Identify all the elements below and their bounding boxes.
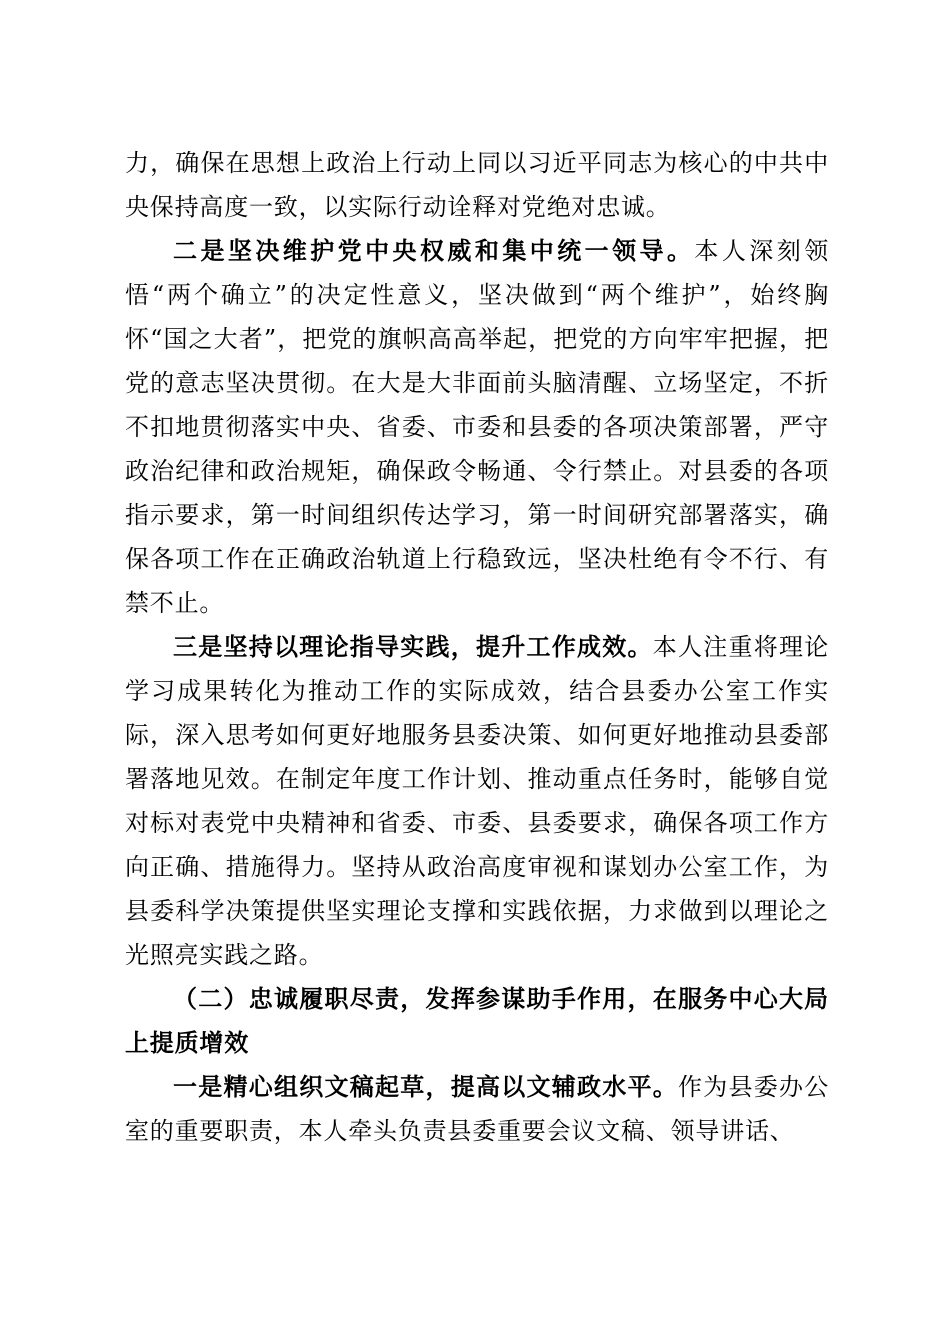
continuation-paragraph [125, 141, 829, 229]
section-heading [125, 977, 829, 1065]
point-paragraph-3 [125, 625, 829, 977]
paragraph-text: 力，确保在思想上政治上行动上同以习近平同志为核心的中共中央保持高度一致，以实际行动诠释对党绝对忠诚。 [125, 149, 829, 221]
point-body: 本人深刻领悟“两个确立”的决定性意义，坚决做到“两个维护”，始终胸怀“国之大者”，把党的旗帜高高举起，把党的方向牢牢把握，把党的意志坚决贯彻。在大是大非面前头脑清醒、立场坚定，不折不扣地贯彻落实中央、省委、市委和县委的各项决策部署，严守政治纪律和政治规矩，确保政令畅通、令行禁止。对县委的各项指示要求，第一时间组织传达学习，第一时间研究部署落实，确保各项工作在正确政治轨道上行稳致远，坚决杜绝有令不行、有禁不止。 [125, 237, 829, 617]
document-body [125, 141, 829, 1153]
section-heading-text: （二）忠诚履职尽责，发挥参谋助手作用，在服务中心大局上提质增效 [125, 984, 829, 1057]
point-heading: 二是坚决维护党中央权威和集中统一领导。 [173, 236, 695, 265]
point-heading: 三是坚持以理论指导实践，提升工作成效。 [173, 632, 653, 661]
point-paragraph-2 [125, 229, 829, 625]
point-paragraph-1 [125, 1065, 829, 1153]
point-body: 作为县委办公室的重要职责，本人牵头负责县委重要会议文稿、领导讲话、 [125, 1073, 829, 1145]
point-heading: 一是精心组织文稿起草，提高以文辅政水平。 [173, 1072, 678, 1101]
point-body: 本人注重将理论学习成果转化为推动工作的实际成效，结合县委办公室工作实际，深入思考如何更好地服务县委决策、如何更好地推动县委部署落地见效。在制定年度工作计划、推动重点任务时，能够自觉对标对表党中央精神和省委、市委、县委要求，确保各项工作方向正确、措施得力。坚持从政治高度审视和谋划办公室工作，为县委科学决策提供坚实理论支撑和实践依据，力求做到以理论之光照亮实践之路。 [125, 633, 829, 969]
